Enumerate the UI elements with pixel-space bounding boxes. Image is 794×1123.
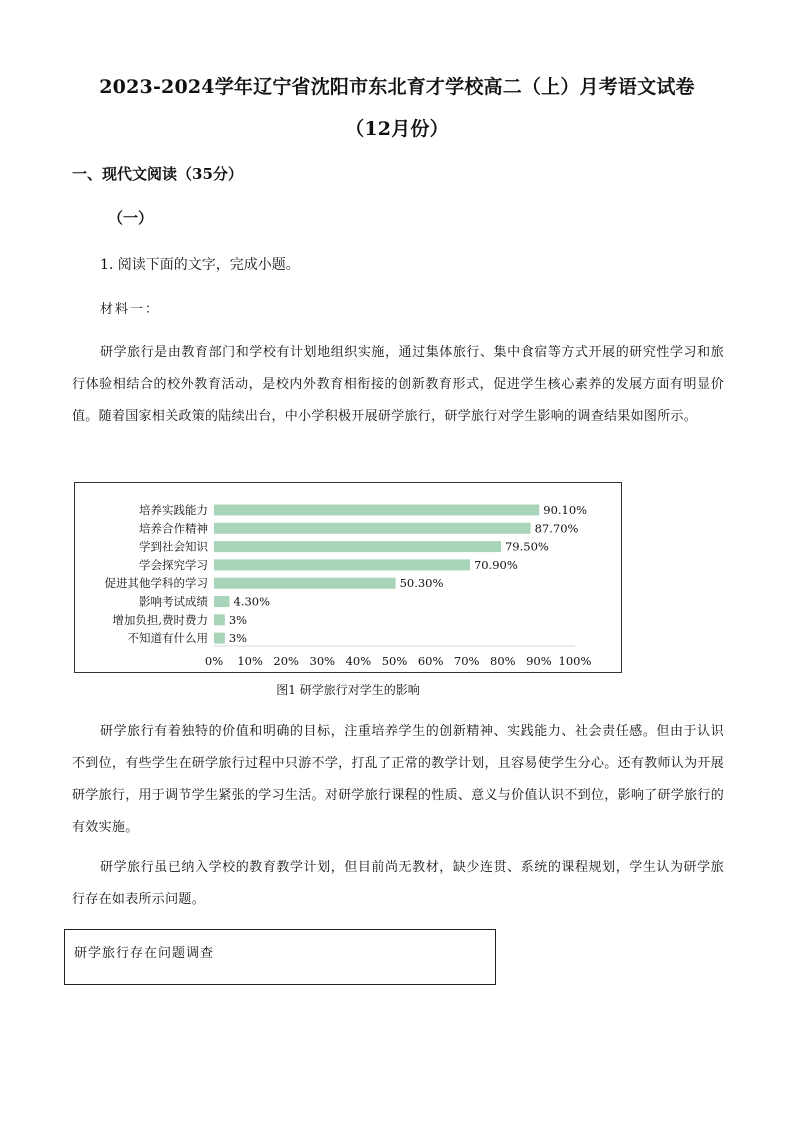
bar	[214, 614, 225, 625]
bar	[214, 523, 531, 534]
value-label: 70.90%	[473, 557, 518, 572]
paragraph-intro: 研学旅行是由教育部门和学校有计划地组织实施，通过集体旅行、集中食宿等方式开展的研究性学习和旅行体验相结合的校外教育活动，是校内外教育相衔接的创新教育形式，促进学生核心素养的发展方面有明显价值。随着国家相关政策的陆续出台，中小学积极开展研学旅行，研学旅行对学生影响的调查结果如图所示。	[72, 345, 724, 424]
x-tick-label: 30%	[309, 654, 336, 668]
category-label: 学会探究学习	[139, 557, 208, 572]
value-label: 90.10%	[543, 503, 588, 517]
category-label: 培养合作精神	[139, 521, 208, 536]
x-tick-label: 10%	[237, 654, 263, 668]
part-heading: （一）	[108, 209, 154, 227]
bar-chart-svg	[75, 483, 623, 674]
category-label: 促进其他学科的学习	[104, 576, 208, 591]
value-label: 87.70%	[534, 521, 579, 536]
category-label: 培养实践能力	[139, 503, 208, 517]
bar	[214, 541, 501, 552]
document-subtitle: （12月份）	[345, 118, 449, 140]
survey-table	[64, 929, 496, 985]
x-tick-label: 40%	[345, 654, 372, 668]
x-tick-label: 50%	[381, 654, 408, 668]
x-tick-label: 0%	[204, 654, 224, 668]
x-tick-label: 60%	[417, 654, 444, 668]
bar	[214, 559, 470, 570]
value-label: 79.50%	[504, 539, 549, 554]
section-heading: 一、现代文阅读（35分）	[72, 165, 243, 183]
x-tick-label: 70%	[453, 654, 480, 668]
question-prompt: 1. 阅读下面的文字，完成小题。	[100, 257, 300, 273]
value-label: 4.30%	[233, 594, 271, 609]
category-label: 学到社会知识	[139, 539, 208, 554]
paragraph-problems: 研学旅行虽已纳入学校的教育教学计划，但目前尚无教材，缺少连贯、系统的课程规划，学生认为研学旅行存在如表所示问题。	[72, 860, 724, 907]
table-title: 研学旅行存在问题调查	[74, 946, 215, 961]
bar	[214, 596, 230, 607]
value-label: 50.30%	[399, 576, 444, 591]
paragraph-analysis: 研学旅行有着独特的价值和明确的目标，注重培养学生的创新精神、实践能力、社会责任感。但由于认识不到位，有些学生在研学旅行过程中只游不学，打乱了正常的教学计划，且容易使学生分心。还有教师认为开展研学旅行，用于调节学生紧张的学习生活。对研学旅行课程的性质、意义与价值认识不到位，影响了研学旅行的有效实施。	[72, 724, 724, 835]
bar	[214, 505, 539, 516]
document-title: 2023-2024学年辽宁省沈阳市东北育才学校高二（上）月考语文试卷	[99, 76, 695, 98]
x-tick-label: 90%	[526, 654, 552, 668]
x-tick-label: 80%	[490, 654, 516, 668]
category-label: 影响考试成绩	[139, 594, 208, 609]
category-label: 增加负担,费时费力	[112, 612, 208, 627]
value-label: 3%	[228, 631, 248, 646]
category-label: 不知道有什么用	[127, 631, 208, 646]
value-label: 3%	[228, 612, 248, 627]
material-label: 材料一：	[100, 302, 161, 317]
bar-chart	[74, 482, 622, 673]
x-tick-label: 20%	[273, 654, 299, 668]
figure-caption: 图1 研学旅行对学生的影响	[276, 683, 420, 697]
x-tick-label: 100%	[558, 654, 592, 668]
bar	[214, 633, 225, 644]
bar	[214, 578, 396, 589]
